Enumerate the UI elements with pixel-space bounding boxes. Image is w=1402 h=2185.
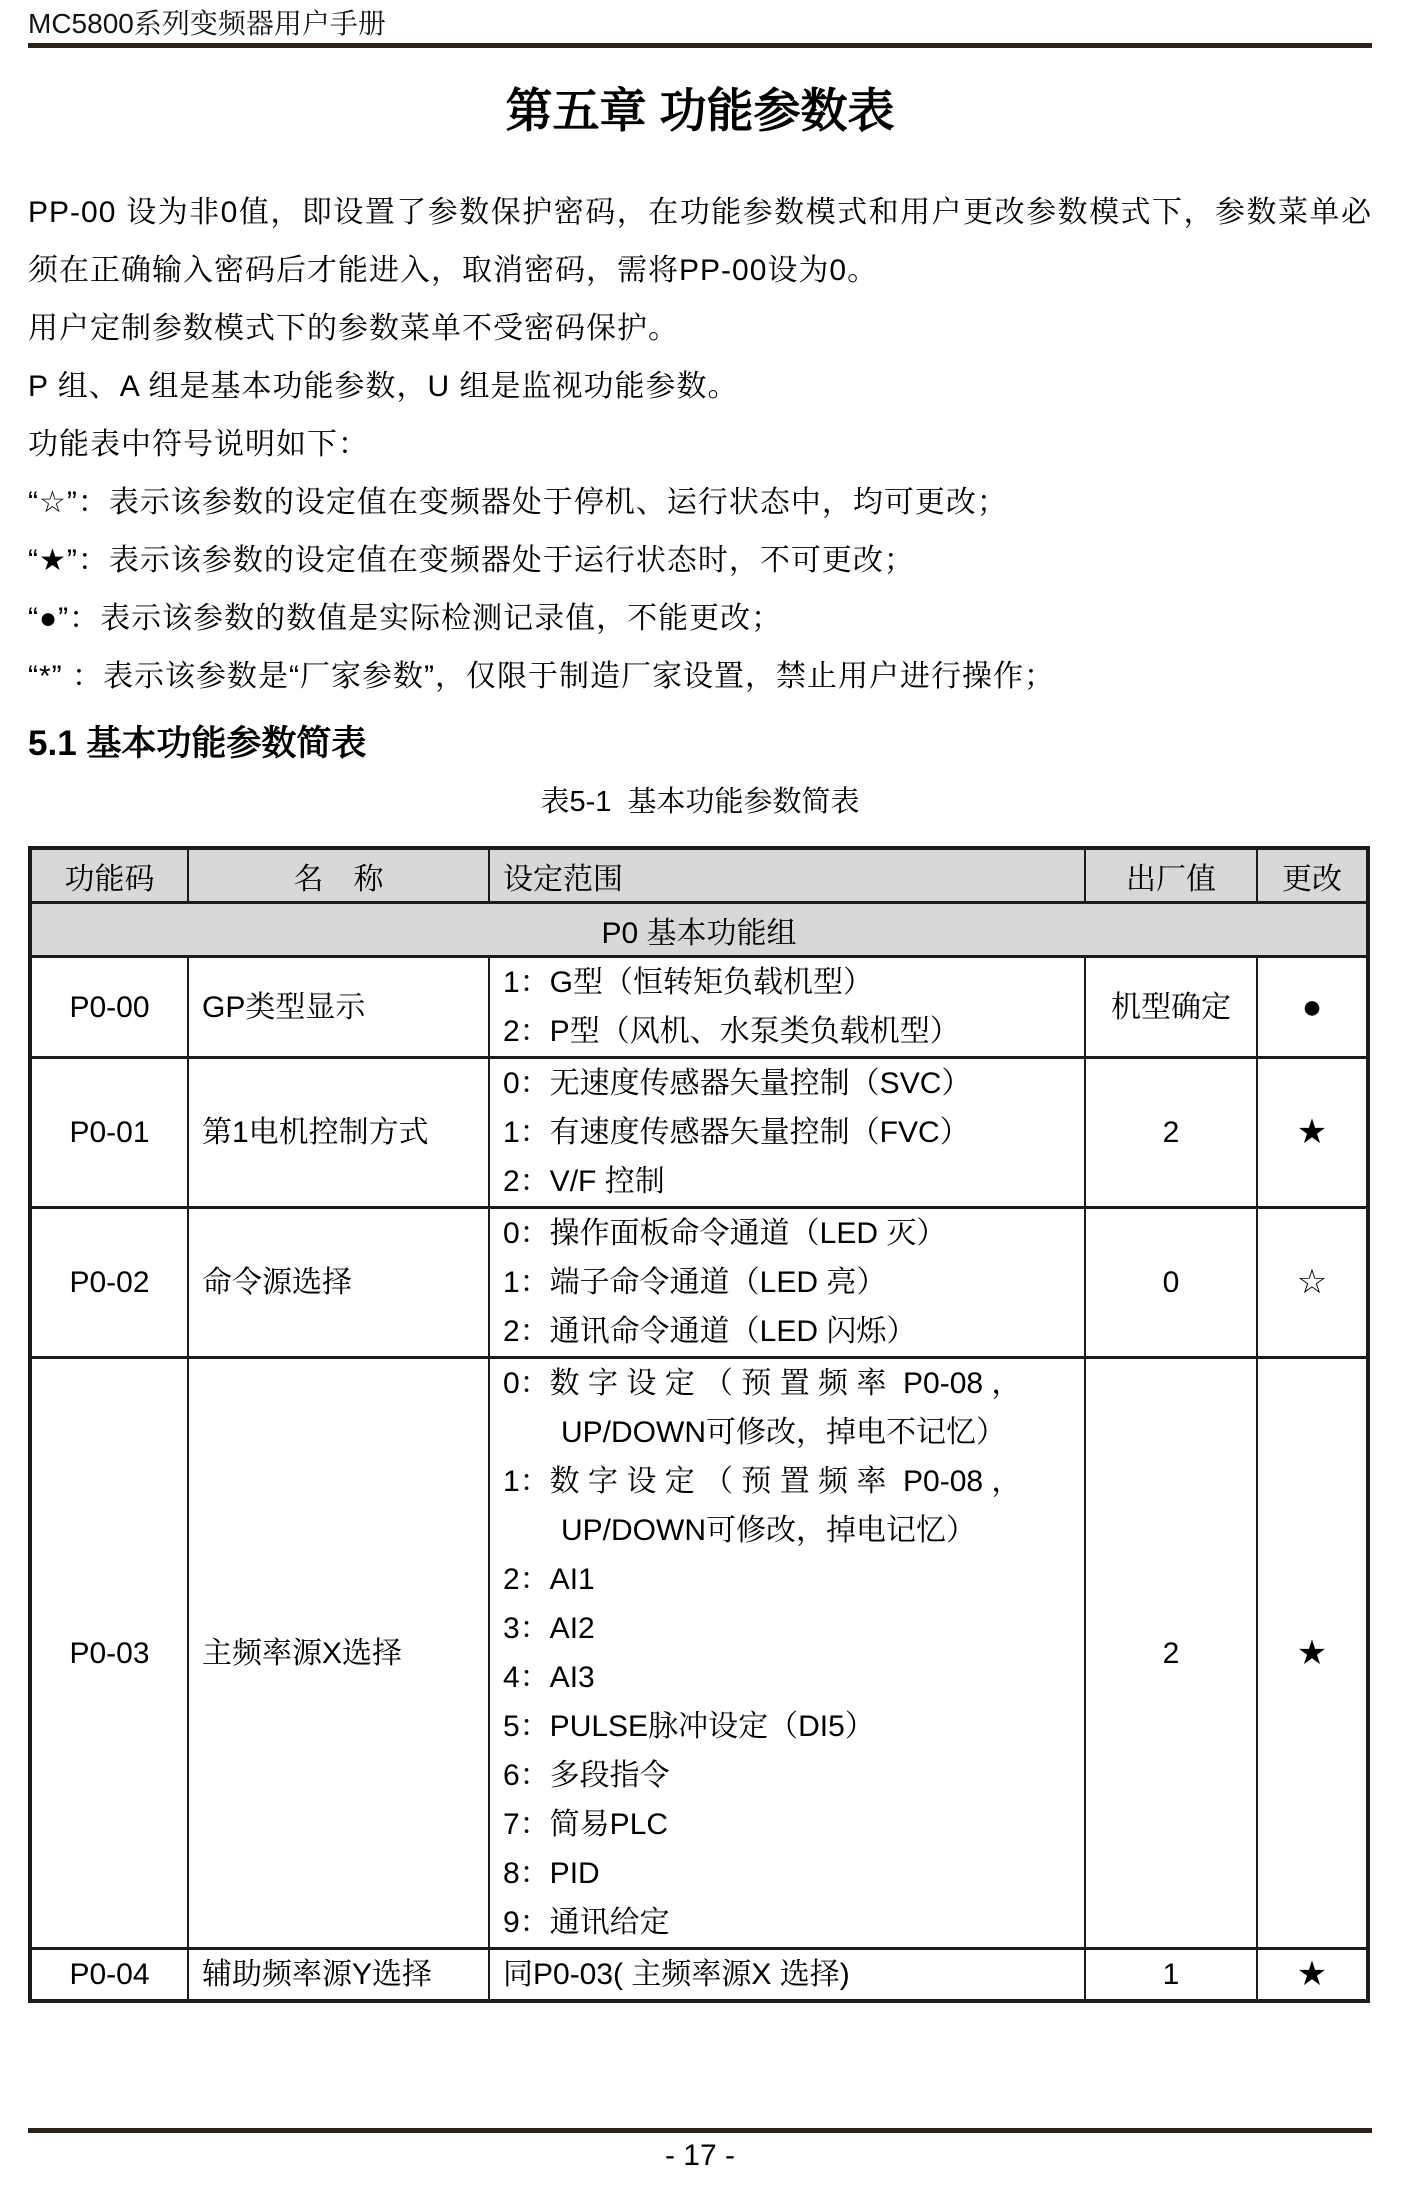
range-line: 1：G型（恒转矩负载机型） (503, 966, 874, 999)
default-value-cell: 机型确定 (1085, 957, 1257, 1058)
range-line: 2：V/F 控制 (503, 1165, 665, 1198)
range-line: 同P0-03( 主频率源X 选择) (503, 1958, 850, 1991)
header-rule (28, 43, 1372, 48)
func-code-cell: P0-00 (30, 957, 188, 1058)
range-line: 2：通讯命令通道（LED 闪烁） (503, 1315, 917, 1348)
table-row (30, 1058, 1368, 1208)
range-line: 1：有速度传感器矢量控制（FVC） (503, 1116, 970, 1149)
change-flag-cell: ★ (1257, 1949, 1368, 2002)
paragraph: “●”：表示该参数的数值是实际检测记录值，不能更改； (28, 602, 783, 635)
page-footer (28, 2128, 1372, 2179)
setting-range-cell (489, 1358, 1085, 1949)
table-row (30, 1358, 1368, 1949)
group-header-cell: P0 基本功能组 (30, 903, 1368, 957)
func-code-cell: P0-04 (30, 1949, 188, 2002)
table-row (30, 1949, 1368, 2002)
setting-range-cell (489, 1208, 1085, 1358)
change-flag-cell: ● (1257, 957, 1368, 1058)
range-line: 8：PID (503, 1857, 600, 1890)
range-line: 5：PULSE脉冲设定（DI5） (503, 1710, 875, 1743)
setting-range-cell (489, 1058, 1085, 1208)
range-line: 3：AI2 (503, 1612, 595, 1645)
paragraph: 用户定制参数模式下的参数菜单不受密码保护。 (28, 312, 679, 345)
range-line: 7：简易PLC (503, 1808, 669, 1841)
range-line: 2：P型（风机、水泵类负载机型） (503, 1015, 960, 1048)
paragraph: “☆”：表示该参数的设定值在变频器处于停机、运行状态中，均可更改； (28, 486, 1008, 519)
param-name-cell: 辅助频率源Y选择 (188, 1949, 489, 2002)
range-line: UP/DOWN可修改，掉电记忆） (561, 1514, 976, 1547)
header-title: MC5800系列变频器用户手册 (28, 8, 386, 39)
range-line: 0：无速度传感器矢量控制（SVC） (503, 1067, 972, 1100)
column-header: 出厂值 (1085, 848, 1257, 903)
table-caption: 表5-1 基本功能参数简表 (540, 786, 860, 818)
column-header: 设定范围 (489, 848, 1085, 903)
param-name-cell: 命令源选择 (188, 1208, 489, 1358)
default-value-cell: 0 (1085, 1208, 1257, 1358)
param-name-cell: GP类型显示 (188, 957, 489, 1058)
func-code-cell: P0-01 (30, 1058, 188, 1208)
default-value-cell: 1 (1085, 1949, 1257, 2002)
table-header-row (30, 848, 1368, 903)
range-line: UP/DOWN可修改，掉电不记忆） (561, 1416, 1006, 1449)
paragraph: P 组、A 组是基本功能参数，U 组是监视功能参数。 (28, 370, 739, 403)
range-line: 9：通讯给定 (503, 1906, 670, 1939)
range-line: 1：数 字 设 定 （ 预 置 频 率 P0-08 ， (503, 1465, 1022, 1498)
setting-range-cell (489, 1949, 1085, 2002)
default-value-cell: 2 (1085, 1058, 1257, 1208)
range-line: 6：多段指令 (503, 1759, 670, 1792)
paragraph: “*” ：表示该参数是“厂家参数”，仅限于制造厂家设置，禁止用户进行操作； (28, 660, 1055, 693)
range-line: 4：AI3 (503, 1661, 595, 1694)
chapter-title: 第五章 功能参数表 (505, 84, 895, 137)
range-line: 0：操作面板命令通道（LED 灭） (503, 1217, 947, 1250)
change-flag-cell: ☆ (1257, 1208, 1368, 1358)
paragraph: PP-00 设为非0值，即设置了参数保护密码，在功能参数模式和用户更改参数模式下，参数菜单必须在正确输入密码后才能进入，取消密码，需将PP-00设为0。 (28, 196, 1372, 287)
column-header: 更改 (1257, 848, 1368, 903)
change-flag-cell: ★ (1257, 1358, 1368, 1949)
table-row (30, 1208, 1368, 1358)
param-name-cell: 主频率源X选择 (188, 1358, 489, 1949)
range-line: 1：端子命令通道（LED 亮） (503, 1266, 887, 1299)
column-header: 功能码 (30, 848, 188, 903)
func-code-cell: P0-03 (30, 1358, 188, 1949)
default-value-cell: 2 (1085, 1358, 1257, 1949)
range-line: 2：AI1 (503, 1563, 595, 1596)
column-header: 名 称 (188, 848, 489, 903)
paragraph: 功能表中符号说明如下： (28, 428, 369, 461)
param-name-cell: 第1电机控制方式 (188, 1058, 489, 1208)
params-table (28, 846, 1370, 2003)
change-flag-cell: ★ (1257, 1058, 1368, 1208)
func-code-cell: P0-02 (30, 1208, 188, 1358)
running-header (28, 8, 1372, 48)
group-header-row (30, 903, 1368, 957)
section-heading: 5.1 基本功能参数简表 (28, 724, 367, 763)
paragraph: “★”：表示该参数的设定值在变频器处于运行状态时，不可更改； (28, 544, 915, 577)
range-line: 0：数 字 设 定 （ 预 置 频 率 P0-08 ， (503, 1367, 1022, 1400)
setting-range-cell (489, 957, 1085, 1058)
table-row (30, 957, 1368, 1058)
intro-paragraphs (28, 184, 1372, 706)
page-number: - 17 - (664, 2139, 736, 2172)
